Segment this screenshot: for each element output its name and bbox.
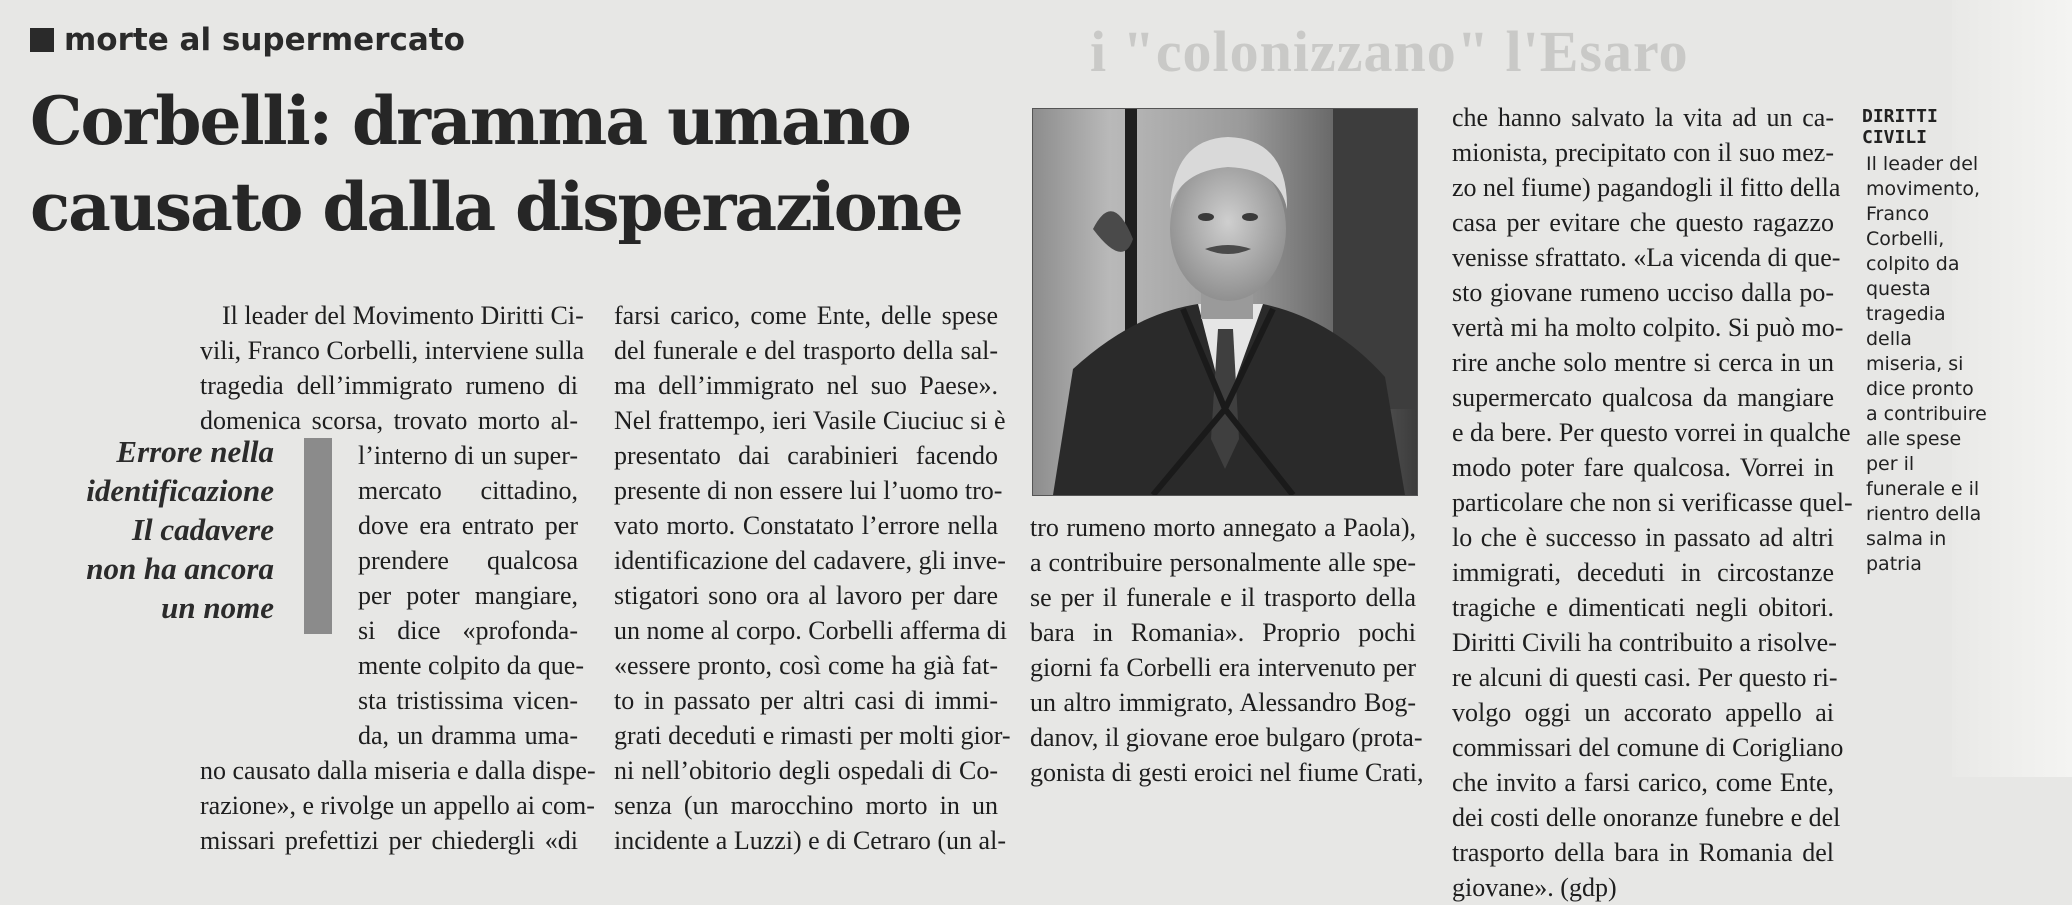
text-line: supermercato qualcosa da mangiare xyxy=(1452,383,1834,412)
text-line: bara in Romania». Proprio pochi xyxy=(1030,618,1416,647)
headline xyxy=(30,78,962,250)
text-line: tragiche e dimenticati negli obitori. xyxy=(1452,593,1834,622)
text-line: sto giovane rumeno ucciso dalla po- xyxy=(1452,278,1834,307)
text-line: un altro immigrato, Alessandro Bog- xyxy=(1030,688,1416,717)
text-line: particolare che non si verificasse quel- xyxy=(1452,488,1853,517)
text-line: presentato dai carabinieri facendo xyxy=(614,441,998,470)
text-line: trasporto della bara in Romania del xyxy=(1452,838,1834,867)
caption-line: alle spese xyxy=(1866,428,1962,450)
text-line: mionista, precipitato con il suo mez- xyxy=(1452,138,1834,167)
text-line: «essere pronto, così come ha già fat- xyxy=(614,651,998,680)
text-line: del funerale e del trasporto della sal- xyxy=(614,336,998,365)
photo-caption xyxy=(1866,152,1987,577)
text-line: che invito a farsi carico, come Ente, xyxy=(1452,768,1834,797)
pull-quote xyxy=(36,432,274,627)
caption-line: funerale e il xyxy=(1866,478,1980,500)
caption-line: movimento, xyxy=(1866,178,1981,200)
text-line: farsi carico, come Ente, delle spese xyxy=(614,301,998,330)
caption-line: per il xyxy=(1866,453,1915,475)
text-line: gonista di gesti eroici nel fiume Crati, xyxy=(1030,758,1424,787)
text-line: tro rumeno morto annegato a Paola), xyxy=(1030,513,1416,542)
caption-heading-line: DIRITTI xyxy=(1862,106,1938,127)
kicker-text: morte al supermercato xyxy=(64,22,465,58)
text-line: volgo oggi un accorato appello ai xyxy=(1452,698,1834,727)
text-line: venisse sfrattato. «La vicenda di que- xyxy=(1452,243,1841,272)
text-line: razione», e rivolge un appello ai com- xyxy=(200,791,595,820)
text-line: missari prefettizi per chiedergli «di xyxy=(200,826,578,855)
pull-quote-line: non ha ancora xyxy=(86,551,274,586)
caption-line: miseria, si xyxy=(1866,353,1964,375)
pull-quote-line: Errore nella xyxy=(116,434,274,469)
caption-line: rientro della xyxy=(1866,503,1982,525)
text-line: domenica scorsa, trovato morto al- xyxy=(200,406,578,435)
text-line: ma dell’immigrato nel suo Paese». xyxy=(614,371,998,400)
text-line: senza (un marocchino morto in un xyxy=(614,791,998,820)
text-line: sta tristissima vicen- xyxy=(358,686,578,715)
text-line: mercato cittadino, xyxy=(358,476,578,505)
pull-quote-line: Il cadavere xyxy=(131,512,274,547)
text-line: danov, il giovane eroe bulgaro (prota- xyxy=(1030,723,1423,752)
text-line: modo poter fare qualcosa. Vorrei in xyxy=(1452,453,1834,482)
caption-line: Il leader del xyxy=(1866,153,1979,175)
text-line: si dice «profonda- xyxy=(358,616,578,645)
pull-quote-line: identificazione xyxy=(86,473,274,508)
text-line: tragedia dell’immigrato rumeno di xyxy=(200,371,578,400)
text-line: rire anche solo mentre si cerca in un xyxy=(1452,348,1834,377)
text-line: identificazione del cadavere, gli inve- xyxy=(614,546,1006,575)
text-line: vili, Franco Corbelli, interviene sulla xyxy=(200,336,585,365)
text-line: giovane». (gdp) xyxy=(1452,873,1617,902)
adjacent-article-bleed: i "colonizzano" l'Esaro xyxy=(1090,19,1689,84)
text-line: dei costi delle onoranze funebre e del xyxy=(1452,803,1841,832)
article-column-4 xyxy=(1452,100,1853,905)
caption-line: a contribuire xyxy=(1866,403,1987,425)
text-line: Diritti Civili ha contribuito a risolve- xyxy=(1452,628,1837,657)
text-line: incidente a Luzzi) e di Cetraro (un al- xyxy=(614,826,1006,855)
text-line: to in passato per altri casi di immi- xyxy=(614,686,998,715)
text-line: un nome al corpo. Corbelli afferma di xyxy=(614,616,1008,645)
text-line: per poter mangiare, xyxy=(358,581,578,610)
text-line: e da bere. Per questo vorrei in qualche xyxy=(1452,418,1851,447)
text-line: che hanno salvato la vita ad un ca- xyxy=(1452,103,1834,132)
article-column-2 xyxy=(614,298,1011,858)
text-line: dove era entrato per xyxy=(358,511,578,540)
headline-line-1: Corbelli: dramma umano xyxy=(30,82,910,160)
caption-line: questa xyxy=(1866,278,1931,300)
text-line: se per il funerale e il trasporto della xyxy=(1030,583,1416,612)
text-line: vertà mi ha molto colpito. Si può mo- xyxy=(1452,313,1844,342)
pull-quote-line: un nome xyxy=(161,590,274,625)
text-line: mente colpito da que- xyxy=(358,651,584,680)
kicker-square-icon xyxy=(30,28,54,52)
caption-line: dice pronto xyxy=(1866,378,1974,400)
text-line: ni nell’obitorio degli ospedali di Co- xyxy=(614,756,998,785)
text-line: grati deceduti e rimasti per molti gior- xyxy=(614,721,1011,750)
text-line: da, un dramma uma- xyxy=(358,721,578,750)
text-line: Nel frattempo, ieri Vasile Ciuciuc si è xyxy=(614,406,1006,435)
caption-line: Corbelli, xyxy=(1866,228,1945,250)
section-kicker xyxy=(30,22,465,58)
caption-line: patria xyxy=(1866,553,1922,575)
text-line: giorni fa Corbelli era intervenuto per xyxy=(1030,653,1416,682)
caption-line: Franco xyxy=(1866,203,1930,225)
text-line: prendere qualcosa xyxy=(358,546,578,575)
text-line: stigatori sono ora al lavoro per dare xyxy=(614,581,998,610)
caption-line: tragedia xyxy=(1866,303,1946,325)
text-line: re alcuni di questi casi. Per questo ri- xyxy=(1452,663,1838,692)
text-line: a contribuire personalmente alle spe- xyxy=(1030,548,1416,577)
caption-heading-line: CIVILI xyxy=(1862,127,1928,148)
pull-quote-bar xyxy=(304,438,332,634)
text-line: presente di non essere lui l’uomo tro- xyxy=(614,476,1003,505)
portrait-photo xyxy=(1032,108,1418,496)
text-line: casa per evitare che questo ragazzo xyxy=(1452,208,1834,237)
text-line: Il leader del Movimento Diritti Ci- xyxy=(222,301,584,330)
text-line: l’interno di un super- xyxy=(358,441,578,470)
text-line: commissari del comune di Corigliano xyxy=(1452,733,1844,762)
caption-line: salma in xyxy=(1866,528,1947,550)
article-column-3 xyxy=(1030,510,1424,790)
caption-line: della xyxy=(1866,328,1912,350)
headline-line-2: causato dalla disperazione xyxy=(30,168,962,246)
text-line: zo nel fiume) pagandogli il fitto della xyxy=(1452,173,1841,202)
text-line: lo che è successo in passato ad altri xyxy=(1452,523,1834,552)
caption-line: colpito da xyxy=(1866,253,1960,275)
text-line: vato morto. Constatato l’errore nella xyxy=(614,511,998,540)
text-line: no causato dalla miseria e dalla dispe- xyxy=(200,756,596,785)
text-line: immigrati, deceduti in circostanze xyxy=(1452,558,1834,587)
caption-heading xyxy=(1862,106,1938,148)
portrait-photo-graphic xyxy=(1033,109,1417,495)
